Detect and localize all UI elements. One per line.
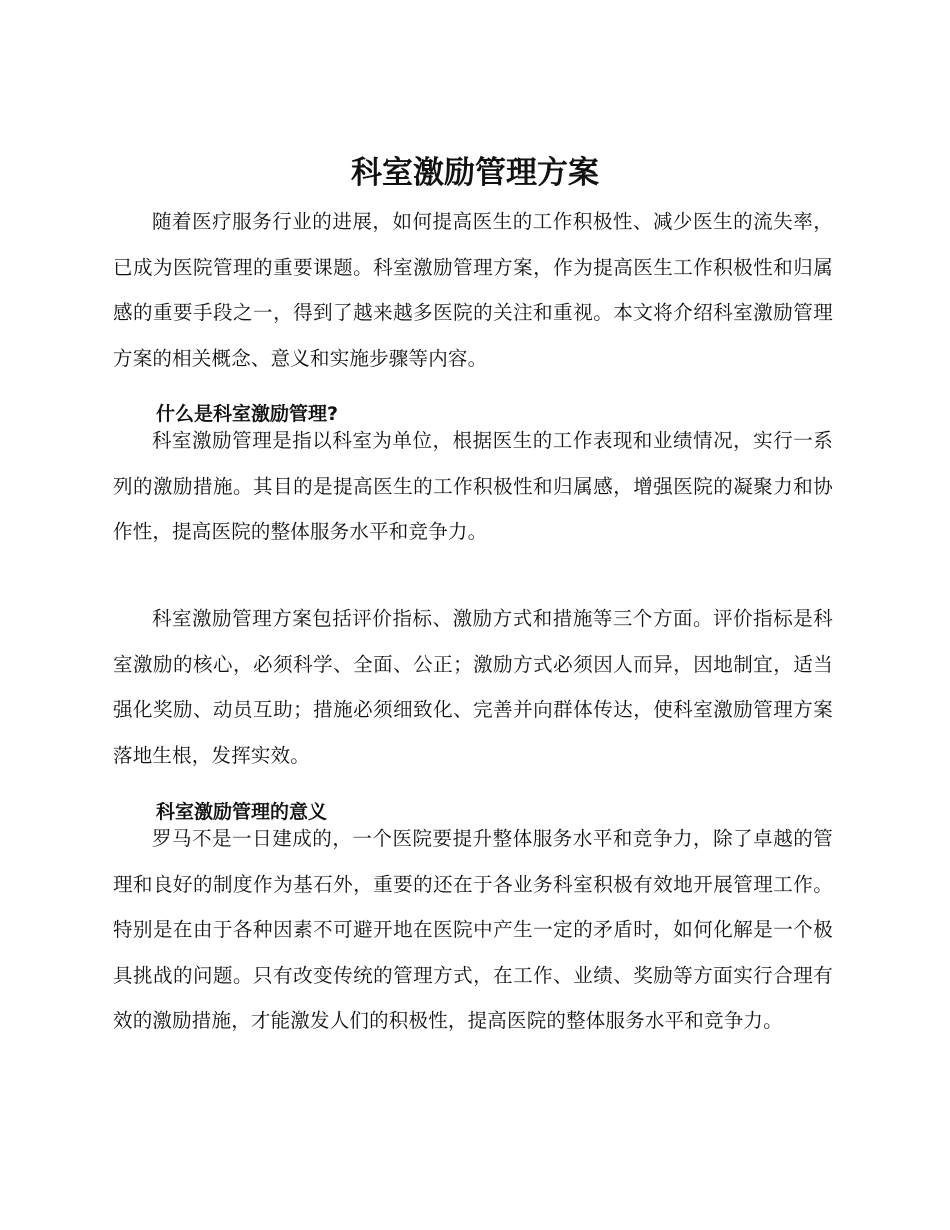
significance-paragraph: 罗马不是一日建成的，一个医院要提升整体服务水平和竞争力，除了卓越的管理和良好的制度作为基石外，重要的还在于各业务科室积极有效地开展管理工作。特别是在由于各种因素不可避开地在医院中产生一定的矛盾时，如何化解是一个极具挑战的问题。只有改变传统的管理方式，在工作、业绩、奖励等方面实行合理有效的激励措施，才能激发人们的积极性，提高医院的整体服务水平和竞争力。 <box>113 827 833 1032</box>
document-title: 科室激励管理方案 <box>351 155 599 191</box>
definition-paragraph: 科室激励管理是指以科室为单位，根据医生的工作表现和业绩情况，实行一系列的激励措施。其目的是提高医生的工作积极性和归属感，增强医院的凝聚力和协作性，提高医院的整体服务水平和竞争力。 <box>113 429 833 543</box>
section-heading-meaning: 科室激励管理的意义 <box>156 801 328 823</box>
components-paragraph: 科室激励管理方案包括评价指标、激励方式和措施等三个方面。评价指标是科室激励的核心，必须科学、全面、公正；激励方式必须因人而异，因地制宜，适当强化奖励、动员互助；措施必须细致化、完善并向群体传达，使科室激励管理方案落地生根，发挥实效。 <box>113 607 833 767</box>
intro-paragraph: 随着医疗服务行业的进展，如何提高医生的工作积极性、减少医生的流失率，已成为医院管理的重要课题。科室激励管理方案，作为提高医生工作积极性和归属感的重要手段之一，得到了越来越多医院的关注和重视。本文将介绍科室激励管理方案的相关概念、意义和实施步骤等内容。 <box>113 210 833 370</box>
section-heading-what-is: 什么是科室激励管理? <box>156 403 339 425</box>
